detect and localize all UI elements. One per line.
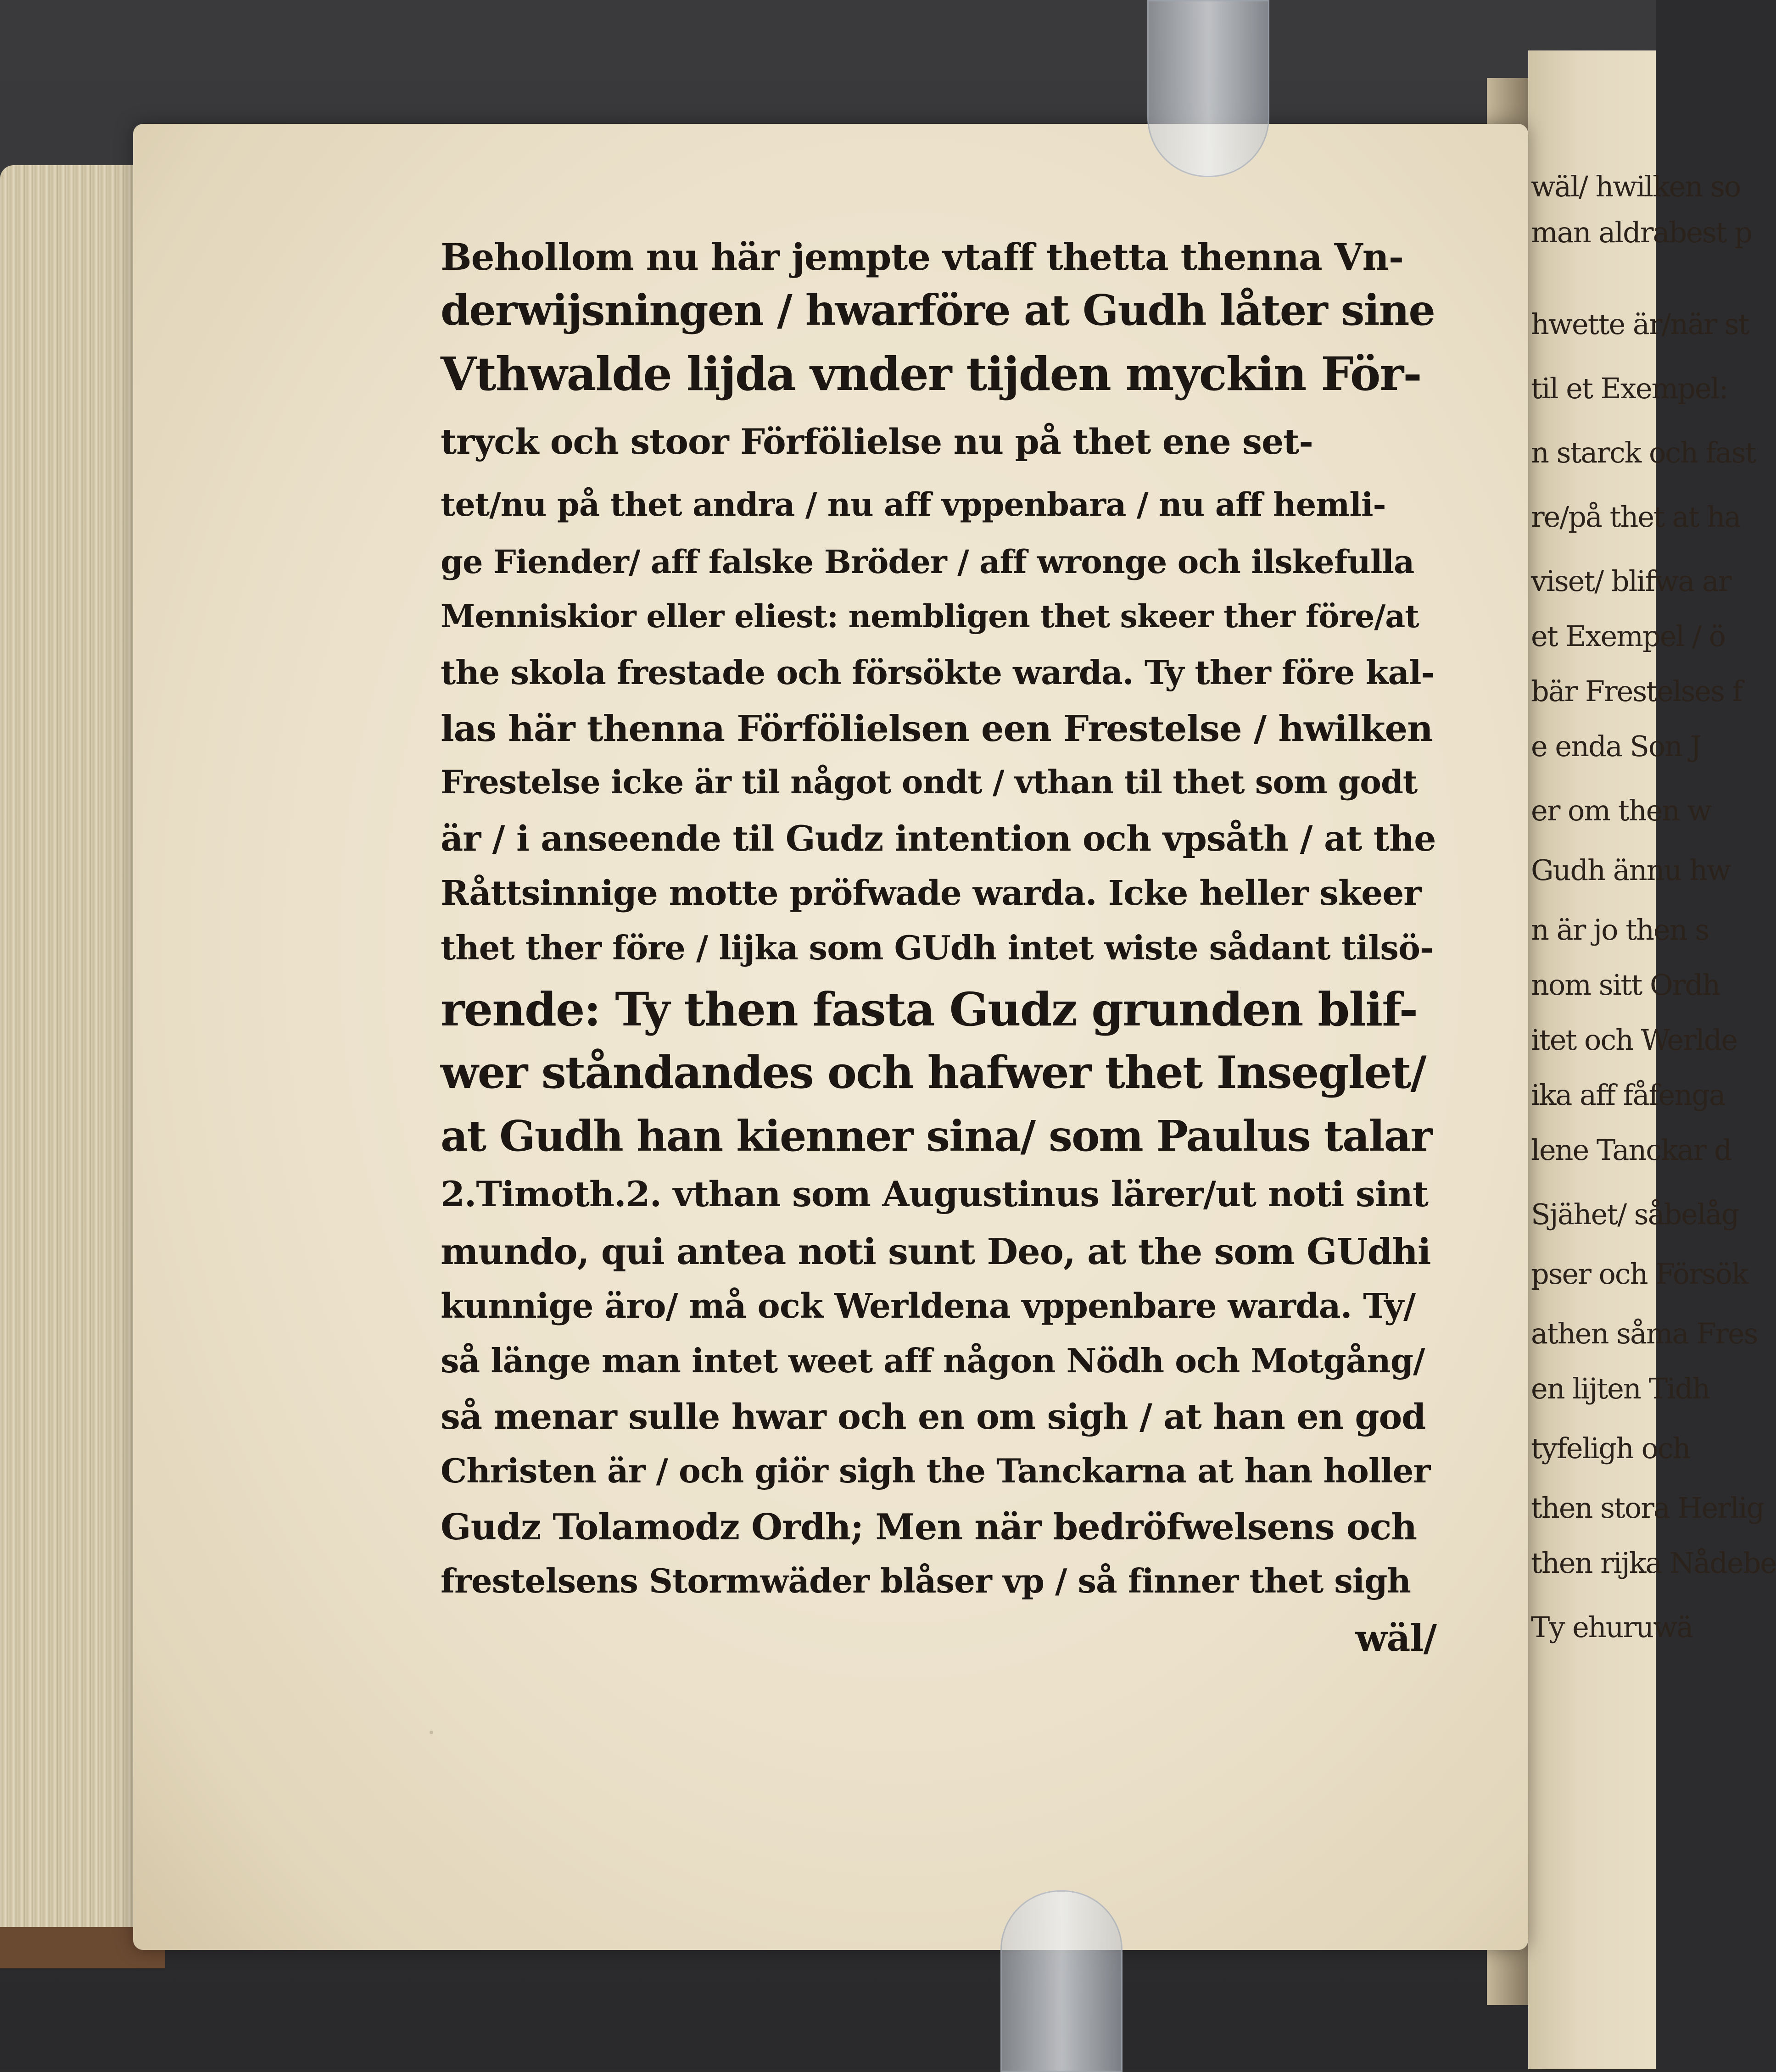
facing-line: e enda Son J <box>1531 730 1701 763</box>
text-line: 2.Timoth.2. vthan som Augustinus lärer/ut noti sint <box>441 1174 1428 1214</box>
facing-line: re/på thet at ha <box>1531 500 1741 534</box>
text-line: derwijsningen / hwarföre at Gudh låter sine <box>441 285 1435 335</box>
text-line: rende: Ty then fasta Gudz grunden blif- <box>441 982 1418 1036</box>
facing-line: viset/ blifwa ar <box>1531 564 1731 598</box>
text-line: Vthwalde lijda vnder tijden myckin För- <box>441 347 1421 401</box>
facing-line: tyfeligh och <box>1531 1431 1690 1465</box>
text-line: så länge man intet weet aff någon Nödh och Motgång/ <box>441 1341 1425 1380</box>
facing-line: en lijten Tidh <box>1531 1372 1710 1405</box>
text-line: så menar sulle hwar och en om sigh / at han en god <box>441 1396 1426 1437</box>
facing-line: bär Frestelses f <box>1531 674 1742 708</box>
facing-line: til et Exempel: <box>1531 372 1728 405</box>
text-line: ge Fiender/ aff falske Bröder / aff wronge och ilskefulla <box>441 543 1414 581</box>
facing-line: Gudh ännu hw <box>1531 853 1731 887</box>
facing-line: er om then w <box>1531 794 1711 827</box>
facing-line: pser och Försök <box>1531 1257 1748 1291</box>
text-line: Frestelse icke är til något ondt / vthan til thet som godt <box>441 763 1418 801</box>
text-line: tryck och stoor Förfölielse nu på thet ene set- <box>441 421 1313 462</box>
text-line: Menniskior eller eliest: nembligen thet skeer ther före/at <box>441 598 1419 635</box>
text-line: las här thenna Förfölielsen een Frestelse / hwilken <box>441 708 1433 750</box>
text-line: är / i anseende til Gudz intention och vpsåth / at the <box>441 818 1436 859</box>
page-clip-bottom <box>1000 1890 1123 2072</box>
facing-line: lene Tanckar d <box>1531 1133 1731 1167</box>
facing-line: then stora Herlig <box>1531 1491 1764 1525</box>
facing-page <box>1528 50 1776 2069</box>
text-line: kunnige äro/ må ock Werldena vppenbare warda. Ty/ <box>441 1287 1416 1326</box>
text-line: Behollom nu här jempte vtaff thetta thenna Vn- <box>441 235 1404 278</box>
page-clip-top <box>1147 0 1269 177</box>
text-line: wer ståndandes och hafwer thet Inseglet/ <box>441 1047 1426 1098</box>
facing-line: et Exempel / ö <box>1531 619 1725 653</box>
text-line: frestelsens Stormwäder blåser vp / så finner thet sigh <box>441 1561 1411 1600</box>
facing-line: athen såma Fres <box>1531 1317 1758 1350</box>
facing-line: nom sitt Ordh <box>1531 968 1720 1002</box>
text-line: Christen är / och giör sigh the Tanckarna at han holler <box>441 1451 1430 1490</box>
facing-line: itet och Werlde <box>1531 1023 1737 1057</box>
text-line: Gudz Tolamodz Ordh; Men när bedröfwelsens och <box>441 1506 1417 1548</box>
text-line: at Gudh han kienner sina/ som Paulus talar <box>441 1111 1432 1161</box>
facing-line: man aldrabest p <box>1531 216 1752 249</box>
text-line: thet ther före / lijka som GUdh intet wiste sådant tilsö- <box>441 928 1433 967</box>
book-page-edges <box>0 165 151 1955</box>
text-line: Råttsinnige motte pröfwade warda. Icke heller skeer <box>441 874 1421 913</box>
facing-line: then rijka Nådebe <box>1531 1546 1776 1580</box>
facing-line: Ty ehuruwä <box>1531 1610 1693 1644</box>
catchword: wäl/ <box>1355 1616 1436 1660</box>
facing-line: n är jo then s <box>1531 913 1709 947</box>
facing-line: n starck och fast <box>1531 436 1756 469</box>
facing-line: ika aff fåfenga <box>1531 1078 1725 1112</box>
facing-line: Sjähet/ såbelåg <box>1531 1198 1739 1231</box>
text-line: mundo, qui antea noti sunt Deo, at the som GUdhi <box>441 1231 1431 1273</box>
show-through-mark: · <box>427 1716 436 1750</box>
text-line: tet/nu på thet andra / nu aff vppenbara / nu aff hemli- <box>441 485 1386 524</box>
facing-line: wäl/ hwilken so <box>1531 170 1741 203</box>
facing-line: hwette är/när st <box>1531 307 1749 341</box>
text-line: the skola frestade och försökte warda. Ty ther före kal- <box>441 653 1435 692</box>
